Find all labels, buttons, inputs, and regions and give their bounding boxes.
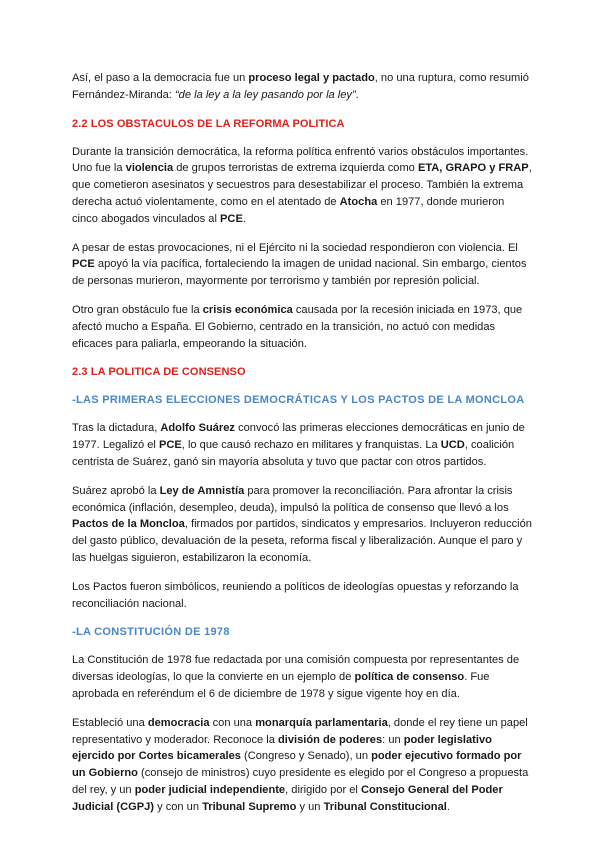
paragraph-elections: Tras la dictadura, Adolfo Suárez convocó las primeras elecciones democráticas en junio de 1977. Legalizó el PCE, lo que causó rechazo en militares y franquistas. La UCD, coalición centrista de Suárez, ganó sin mayoría absoluta y tuvo que pactar con otros partidos. — [72, 422, 525, 468]
subsection-heading-constitution: -LA CONSTITUCIÓN DE 1978 — [72, 626, 230, 639]
paragraph-intro: Así, el paso a la democracia fue un proceso legal y pactado, no una ruptura, como resumió Fernández-Miranda: “de la ley a la ley pasando por la ley”. — [72, 72, 529, 101]
paragraph-symbolic-pacts: Los Pactos fueron simbólicos, reuniendo a políticos de ideologías opuestas y reforzando la reconciliación nacional. — [72, 580, 519, 610]
paragraph-provocations: A pesar de estas provocaciones, ni el Ejército ni la sociedad respondieron con violencia. El PCE apoyó la vía pacífica, fortaleciendo la imagen de unidad nacional. Sin embargo, cientos de personas murieron, mayormente por terrorismo y también por represión policial. — [72, 241, 527, 288]
paragraph-obstacles: Durante la transición democrática, la reforma política enfrentó varios obstáculos importantes. Uno fue la violencia de grupos terroristas de extrema izquierda como ETA, GRAPO y FRAP, que cometieron asesinatos y secuestros para desestabilizar el proceso. También la extrema derecha actuó violentamente, como en el atentado de Atocha en 1977, donde murieron cinco abogados vinculados al PCE. — [72, 145, 532, 225]
section-heading-2-2: 2.2 LOS OBSTACULOS DE LA REFORMA POLITICA — [72, 117, 345, 130]
document-page — [72, 70, 532, 816]
paragraph-economic-crisis: Otro gran obstáculo fue la crisis económica causada por la recesión iniciada en 1973, que afectó mucho a España. El Gobierno, centrado en la transición, no actuó con medidas eficaces para paliarla, empeorando la situación. — [72, 303, 523, 350]
paragraph-democracy: Estableció una democracia con una monarquía parlamentaria, donde el rey tiene un papel representativo y moderador. Reconoce la división de poderes: un poder legislativo ejercido por Cortes bicamerales (Congreso y Senado), un poder ejecutivo formado por un Gobierno (consejo de ministros) cuyo presidente es elegido por el Congreso a propuesta del rey, y un poder judicial independiente, dirigido por el Consejo General del Poder Judicial (CGPJ) y con un Tribunal Supremo y un Tribunal Constitucional. — [72, 716, 529, 813]
subsection-heading-pactos: -LAS PRIMERAS ELECCIONES DEMOCRÁTICAS Y LOS PACTOS DE LA MONCLOA — [72, 394, 525, 407]
section-heading-2-3: 2.3 LA POLITICA DE CONSENSO — [72, 366, 246, 379]
paragraph-constitution: La Constitución de 1978 fue redactada por una comisión compuesta por representantes de diversas ideologías, lo que la convierte en un ejemplo de política de consenso. Fue aprobada en referéndum el 6 de diciembre de 1978 y sigue vigente hoy en día. — [72, 654, 520, 700]
paragraph-amnesty: Suárez aprobó la Ley de Amnistía para promover la reconciliación. Para afrontar la crisis económica (inflación, desempleo, deuda), impulsó la política de consenso que llevó a los Pactos de la Moncloa, firmados por partidos, sindicatos y empresarios. Incluyeron reducción del gasto público, devaluación de la peseta, reforma fiscal y liberalización. Aunque el paro y las huelgas siguieron, estabilizaron la economía. — [72, 484, 532, 564]
